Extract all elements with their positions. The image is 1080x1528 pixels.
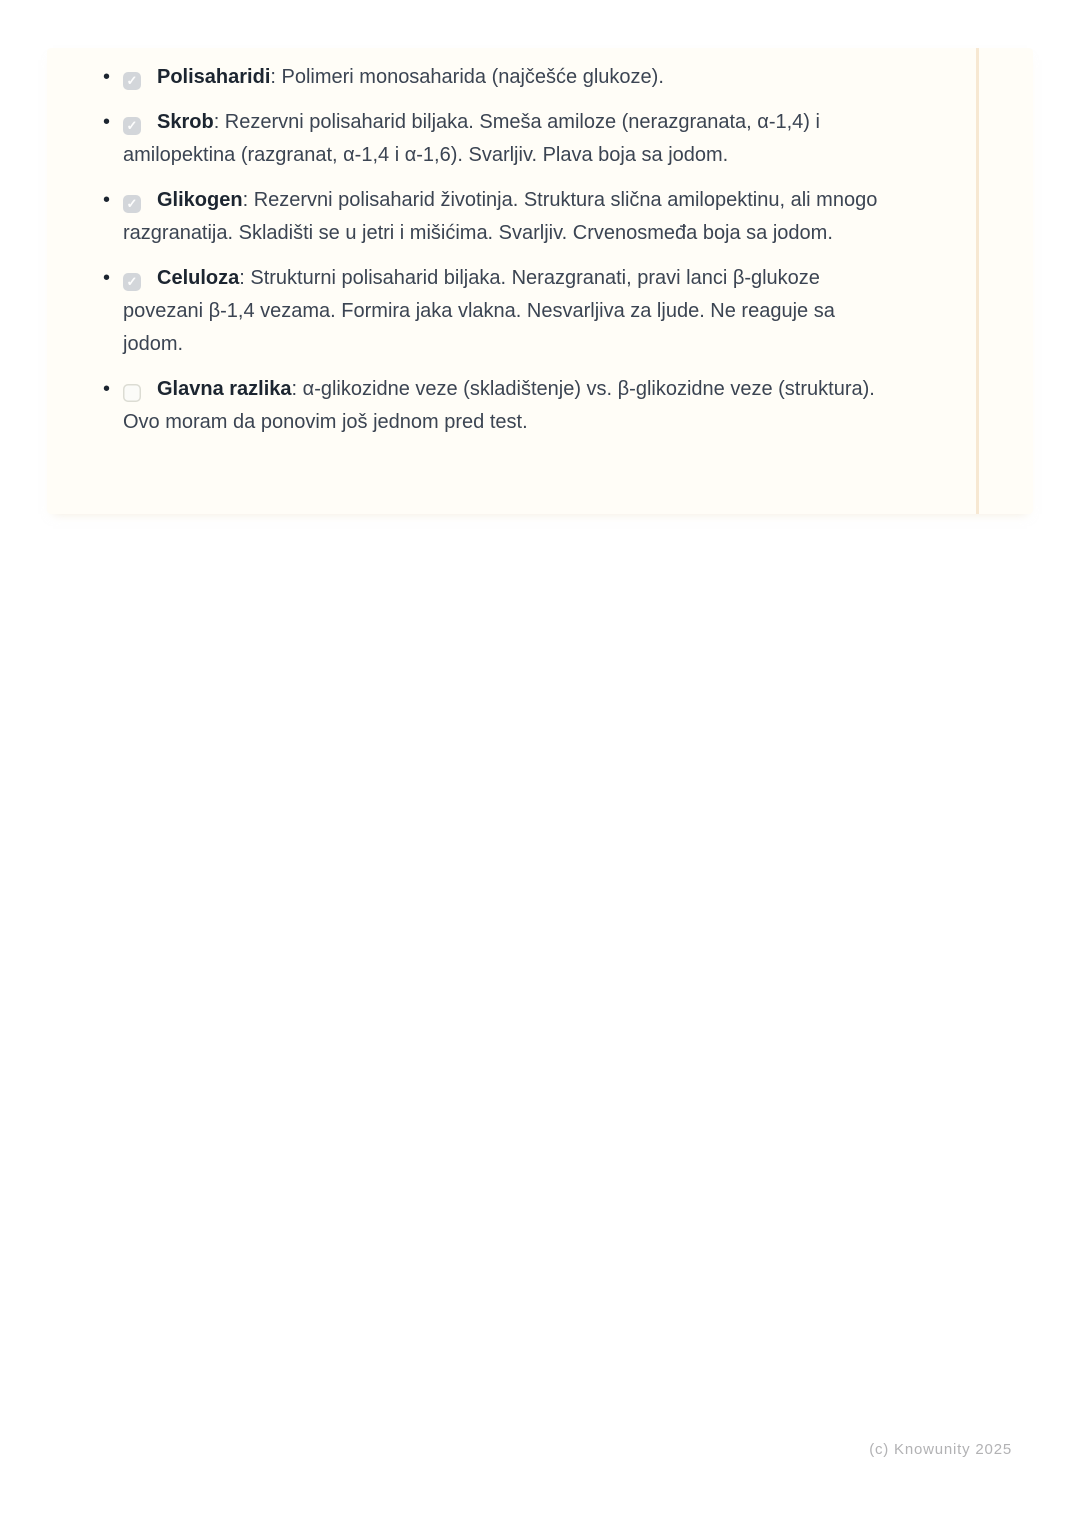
checklist-item (103, 61, 893, 94)
checklist-item (103, 184, 893, 250)
item-text: : Rezervni polisaharid životinja. Struktura slična amilopektinu, ali mnogo razgranatija. Skladišti se u jetri i mišićima. Svarljiv. Crvenosmeđa boja sa jodom. (123, 189, 878, 244)
item-content (123, 184, 893, 250)
item-text: : Strukturni polisaharid biljaka. Nerazgranati, pravi lanci β-glukoze povezani β-1,4 vezama. Formira jaka vlakna. Nesvarljiva za ljude. Ne reaguje sa jodom. (123, 267, 835, 355)
item-term: Polisaharidi (157, 66, 271, 88)
checkbox[interactable] (123, 384, 141, 402)
item-term: Skrob (157, 111, 214, 133)
item-term: Glavna razlika (157, 378, 292, 400)
note-card (47, 48, 1033, 514)
item-content (123, 106, 893, 172)
bullet-icon: • (103, 267, 111, 289)
item-term: Glikogen (157, 189, 243, 211)
item-term: Celuloza (157, 267, 240, 289)
check-icon: ✓ (126, 196, 138, 211)
checklist-item (103, 262, 893, 361)
checkbox[interactable] (123, 117, 141, 135)
bullet-icon: • (103, 66, 111, 88)
item-text: : α-glikozidne veze (skladištenje) vs. β-glikozidne veze (struktura). Ovo moram da ponovim još jednom pred test. (123, 378, 875, 433)
bullet-icon: • (103, 111, 111, 133)
check-icon: ✓ (126, 118, 138, 133)
checklist-item (103, 106, 893, 172)
item-content (123, 61, 893, 94)
bullet-icon: • (103, 189, 111, 211)
item-text: : Polimeri monosaharida (najčešće glukoze). (270, 66, 664, 88)
check-icon: ✓ (126, 274, 138, 289)
checklist-item (103, 373, 893, 439)
checkbox[interactable] (123, 273, 141, 291)
checkbox[interactable] (123, 72, 141, 90)
check-icon: ✓ (126, 73, 138, 88)
notebook-margin-line (976, 48, 979, 514)
item-content (123, 262, 893, 361)
item-text: : Rezervni polisaharid biljaka. Smeša amiloze (nerazgranata, α-1,4) i amilopektina (razgranat, α-1,4 i α-1,6). Svarljiv. Plava boja sa jodom. (123, 111, 820, 166)
checkbox[interactable] (123, 195, 141, 213)
copyright-text: (c) Knowunity 2025 (869, 1441, 1012, 1458)
bullet-icon: • (103, 378, 111, 400)
item-content (123, 373, 893, 439)
checklist (47, 48, 1033, 439)
